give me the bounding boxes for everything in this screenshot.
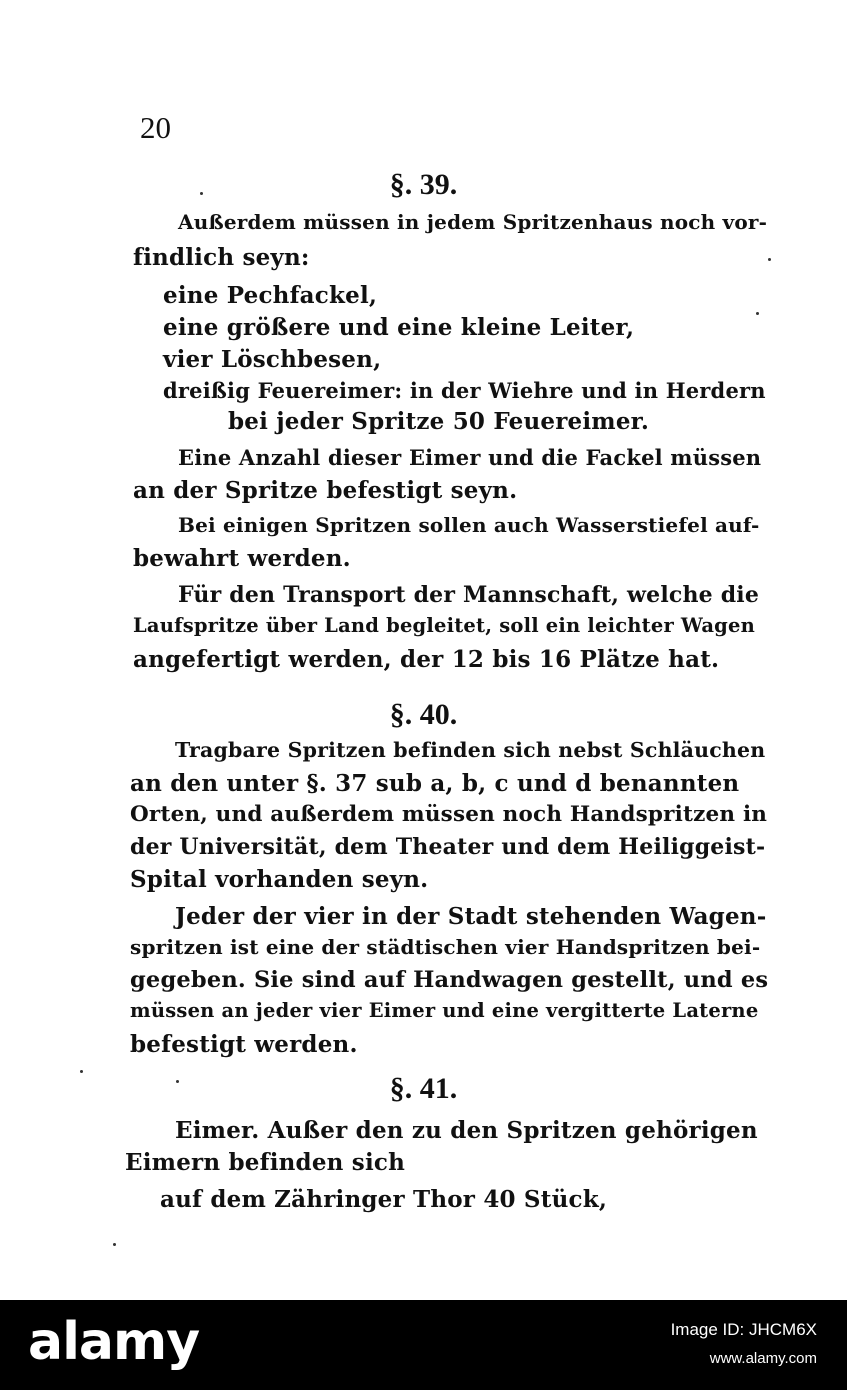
text-line: Für den Transport der Mannschaft, welche die	[178, 582, 760, 608]
text-line: spritzen ist eine der städtischen vier Handspritzen bei-	[130, 935, 761, 959]
list-item: eine größere und eine kleine Leiter,	[163, 314, 635, 341]
text-line: angefertigt werden, der 12 bis 16 Plätze hat.	[133, 646, 720, 673]
scan-speck	[176, 1080, 179, 1083]
section-heading-40: §. 40.	[389, 698, 458, 731]
alamy-logo: alamy	[28, 1312, 200, 1372]
section-heading-39: §. 39.	[389, 168, 458, 201]
text-line: Orten, und außerdem müssen noch Handspritzen in	[130, 802, 768, 827]
scan-speck	[200, 192, 203, 195]
text-line: bewahrt werden.	[133, 545, 351, 572]
page-number: 20	[140, 110, 171, 145]
list-item: vier Löschbesen,	[163, 346, 382, 373]
watermark-banner	[0, 1300, 847, 1390]
scan-speck	[80, 1070, 83, 1073]
text-line: findlich seyn:	[133, 244, 310, 271]
image-id-label: Image ID: JHCM6X	[670, 1320, 817, 1339]
text-line: der Universität, dem Theater und dem Heiliggeist-	[130, 834, 766, 860]
text-line: befestigt werden.	[130, 1031, 358, 1058]
list-item: dreißig Feuereimer: in der Wiehre und in Herdern	[163, 378, 766, 403]
text-line: Bei einigen Spritzen sollen auch Wasserstiefel auf-	[178, 513, 760, 537]
text-line: müssen an jeder vier Eimer und eine vergitterte Laterne	[130, 999, 759, 1022]
section-heading-41: §. 41.	[389, 1072, 458, 1105]
scan-speck	[768, 258, 771, 261]
list-item: auf dem Zähringer Thor 40 Stück,	[160, 1186, 608, 1213]
site-url: www.alamy.com	[709, 1350, 817, 1367]
text-line: gegeben. Sie sind auf Handwagen gestellt, und es	[130, 967, 769, 993]
list-item-continuation: bei jeder Spritze 50 Feuereimer.	[228, 408, 650, 435]
text-line: Eimern befinden sich	[125, 1149, 406, 1176]
scan-speck	[756, 312, 759, 315]
text-line: Eine Anzahl dieser Eimer und die Fackel müssen	[178, 445, 762, 470]
list-item: eine Pechfackel,	[163, 282, 378, 309]
text-line: Jeder der vier in der Stadt stehenden Wagen-	[175, 903, 767, 930]
scan-speck	[113, 1243, 116, 1246]
text-line: Tragbare Spritzen befinden sich nebst Schläuchen	[175, 738, 766, 762]
text-line: an den unter §. 37 sub a, b, c und d benannten	[130, 770, 740, 797]
text-line: Eimer. Außer den zu den Spritzen gehörigen	[175, 1117, 758, 1144]
text-line: Außerdem müssen in jedem Spritzenhaus noch vor-	[178, 210, 768, 234]
text-line: an der Spritze befestigt seyn.	[133, 477, 518, 504]
text-line: Spital vorhanden seyn.	[130, 866, 429, 893]
text-line: Laufspritze über Land begleitet, soll ein leichter Wagen	[133, 614, 755, 637]
